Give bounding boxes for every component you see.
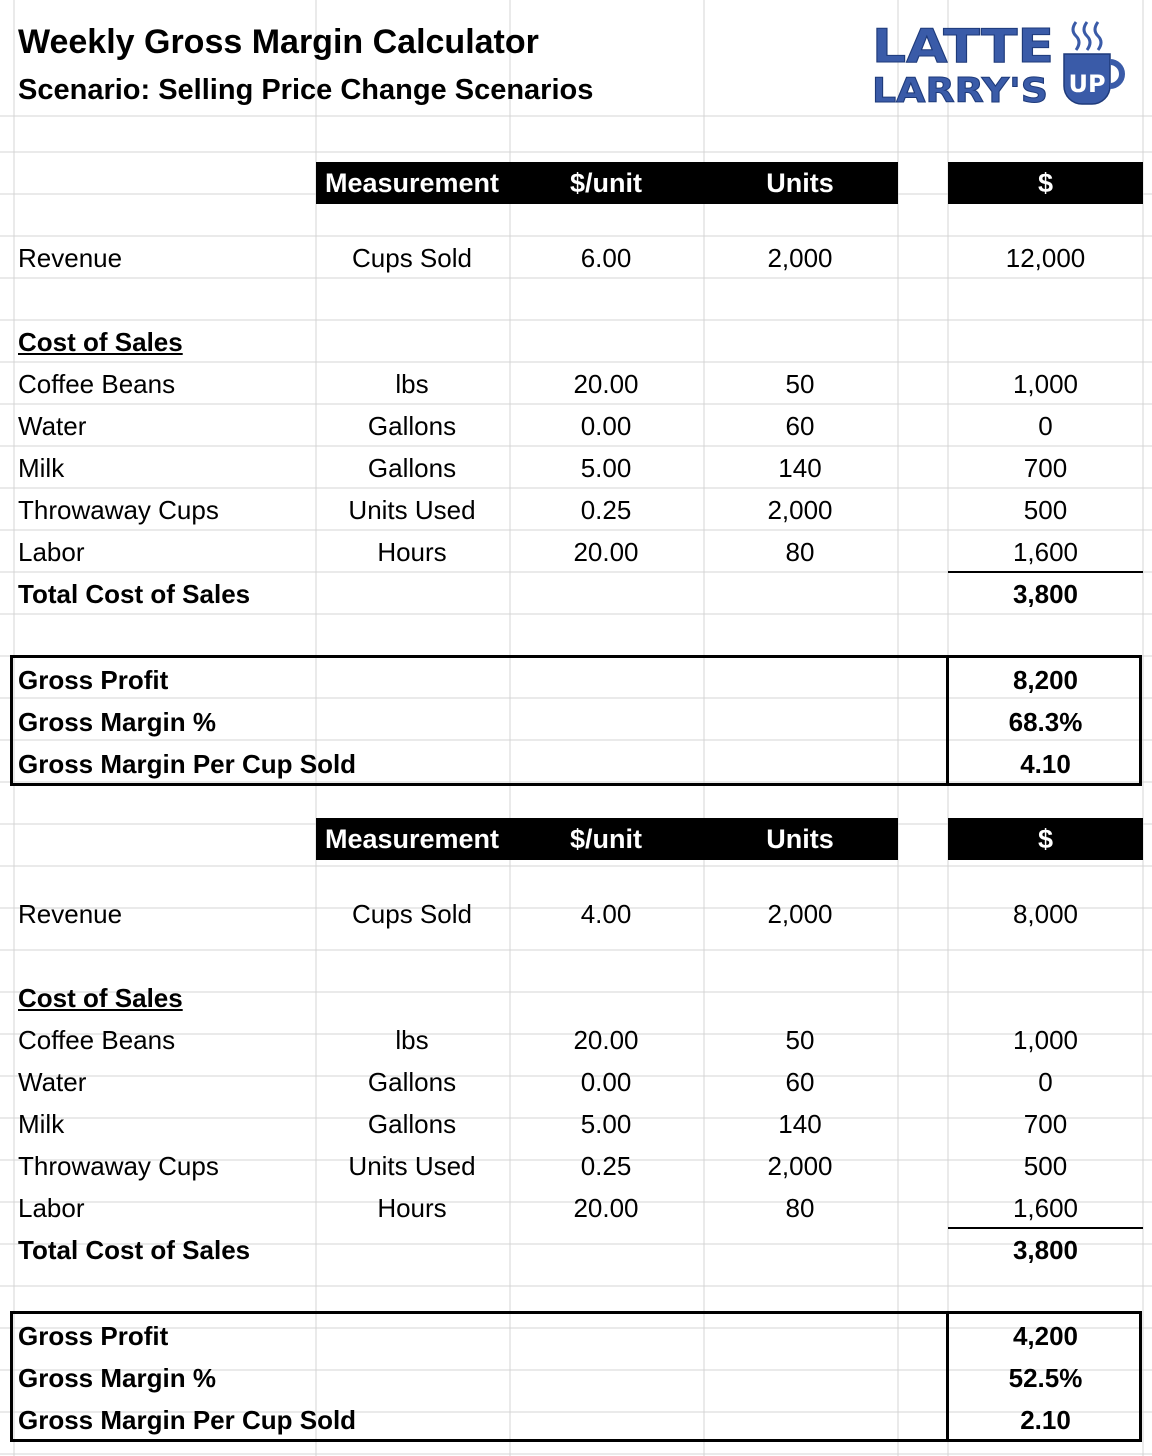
header-amount: $ [948,818,1143,860]
cost-measurement: lbs [395,1025,429,1055]
cost-unit-price: 20.00 [573,537,639,567]
logo-word-larrys: LARRY'S [872,71,1048,110]
cost-label: Milk [18,453,65,483]
latte-larrys-logo [868,14,1138,110]
cost-amount: 0 [1038,411,1053,441]
logo-cup-mark: UP [1068,70,1106,98]
total-amount: 3,800 [1012,1235,1079,1265]
revenue-measurement: Cups Sold [352,899,472,929]
header-units: Units [766,824,834,854]
summary-label: Gross Margin Per Cup Sold [18,1405,357,1435]
summary-amount: 68.3% [1008,707,1083,737]
cost-measurement: Units Used [348,1151,476,1181]
header-measurement: Measurement [324,824,500,854]
cost-unit-price: 20.00 [573,369,639,399]
cost-label: Coffee Beans [18,1025,176,1055]
summary-label: Gross Margin Per Cup Sold [18,749,357,779]
cost-measurement: Gallons [367,453,457,483]
revenue-unit-price: 4.00 [580,899,632,929]
total-amount: 3,800 [1012,579,1079,609]
cost-label: Milk [18,1109,65,1139]
cost-unit-price: 0.25 [580,495,632,525]
total-underline [948,571,1143,573]
cost-units: 2,000 [767,495,833,525]
cost-unit-price: 20.00 [573,1025,639,1055]
cost-amount: 1,000 [1012,1025,1079,1055]
cost-amount: 1,600 [1012,537,1079,567]
revenue-label: Revenue [18,243,123,273]
cost-measurement: Gallons [367,1109,457,1139]
column-header-bar [316,818,898,860]
summary-amount: 52.5% [1008,1363,1083,1393]
cost-units: 80 [785,537,815,567]
cost-measurement: Hours [377,537,447,567]
header-amount: $ [948,162,1143,204]
revenue-amount: 12,000 [1005,243,1086,273]
cost-unit-price: 20.00 [573,1193,639,1223]
summary-amount: 4,200 [1012,1321,1079,1351]
cost-label: Throwaway Cups [18,495,219,525]
cost-amount: 500 [1023,1151,1068,1181]
header-measurement: Measurement [324,168,500,198]
cost-amount: 1,600 [1012,1193,1079,1223]
cost-amount: 700 [1023,1109,1068,1139]
column-header-bar [316,162,898,204]
cost-amount: 0 [1038,1067,1053,1097]
coffee-cup-icon [1064,22,1122,104]
total-underline [948,1227,1143,1229]
logo-word-latte: LATTE [872,19,1054,73]
cost-unit-price: 0.00 [580,1067,632,1097]
cost-label: Labor [18,537,85,567]
cost-units: 60 [785,1067,815,1097]
revenue-label: Revenue [18,899,123,929]
cost-measurement: Units Used [348,495,476,525]
summary-label: Gross Margin % [18,707,216,737]
revenue-units: 2,000 [767,243,833,273]
cost-measurement: lbs [395,369,429,399]
cost-units: 50 [785,1025,815,1055]
cost-unit-price: 5.00 [580,453,632,483]
cost-amount: 700 [1023,453,1068,483]
summary-label: Gross Profit [18,665,169,695]
cost-units: 50 [785,369,815,399]
summary-label: Gross Margin % [18,1363,216,1393]
revenue-unit-price: 6.00 [580,243,632,273]
header-unit-price: $/unit [570,824,642,854]
cost-label: Water [18,411,87,441]
summary-label: Gross Profit [18,1321,169,1351]
total-label: Total Cost of Sales [18,579,251,609]
summary-amount: 2.10 [1020,1405,1071,1435]
revenue-measurement: Cups Sold [352,243,472,273]
summary-amount: 8,200 [1012,665,1079,695]
header-unit-price: $/unit [570,168,642,198]
cost-amount: 1,000 [1012,369,1079,399]
cost-of-sales-heading: Cost of Sales [18,327,183,357]
total-label: Total Cost of Sales [18,1235,251,1265]
cost-units: 140 [778,1109,822,1139]
cost-label: Labor [18,1193,85,1223]
cost-label: Water [18,1067,87,1097]
cost-measurement: Hours [377,1193,447,1223]
header-units: Units [766,168,834,198]
page-title: Weekly Gross Margin Calculator [18,23,539,61]
revenue-amount: 8,000 [1012,899,1079,929]
cost-unit-price: 0.25 [580,1151,632,1181]
page-subtitle: Scenario: Selling Price Change Scenarios [18,74,594,106]
cost-units: 60 [785,411,815,441]
cost-label: Throwaway Cups [18,1151,219,1181]
cost-label: Coffee Beans [18,369,176,399]
cost-unit-price: 0.00 [580,411,632,441]
cost-of-sales-heading: Cost of Sales [18,983,183,1013]
summary-amount: 4.10 [1020,749,1071,779]
revenue-units: 2,000 [767,899,833,929]
cost-units: 2,000 [767,1151,833,1181]
cost-amount: 500 [1023,495,1068,525]
cost-unit-price: 5.00 [580,1109,632,1139]
cost-measurement: Gallons [367,1067,457,1097]
cost-units: 140 [778,453,822,483]
cost-units: 80 [785,1193,815,1223]
cost-measurement: Gallons [367,411,457,441]
